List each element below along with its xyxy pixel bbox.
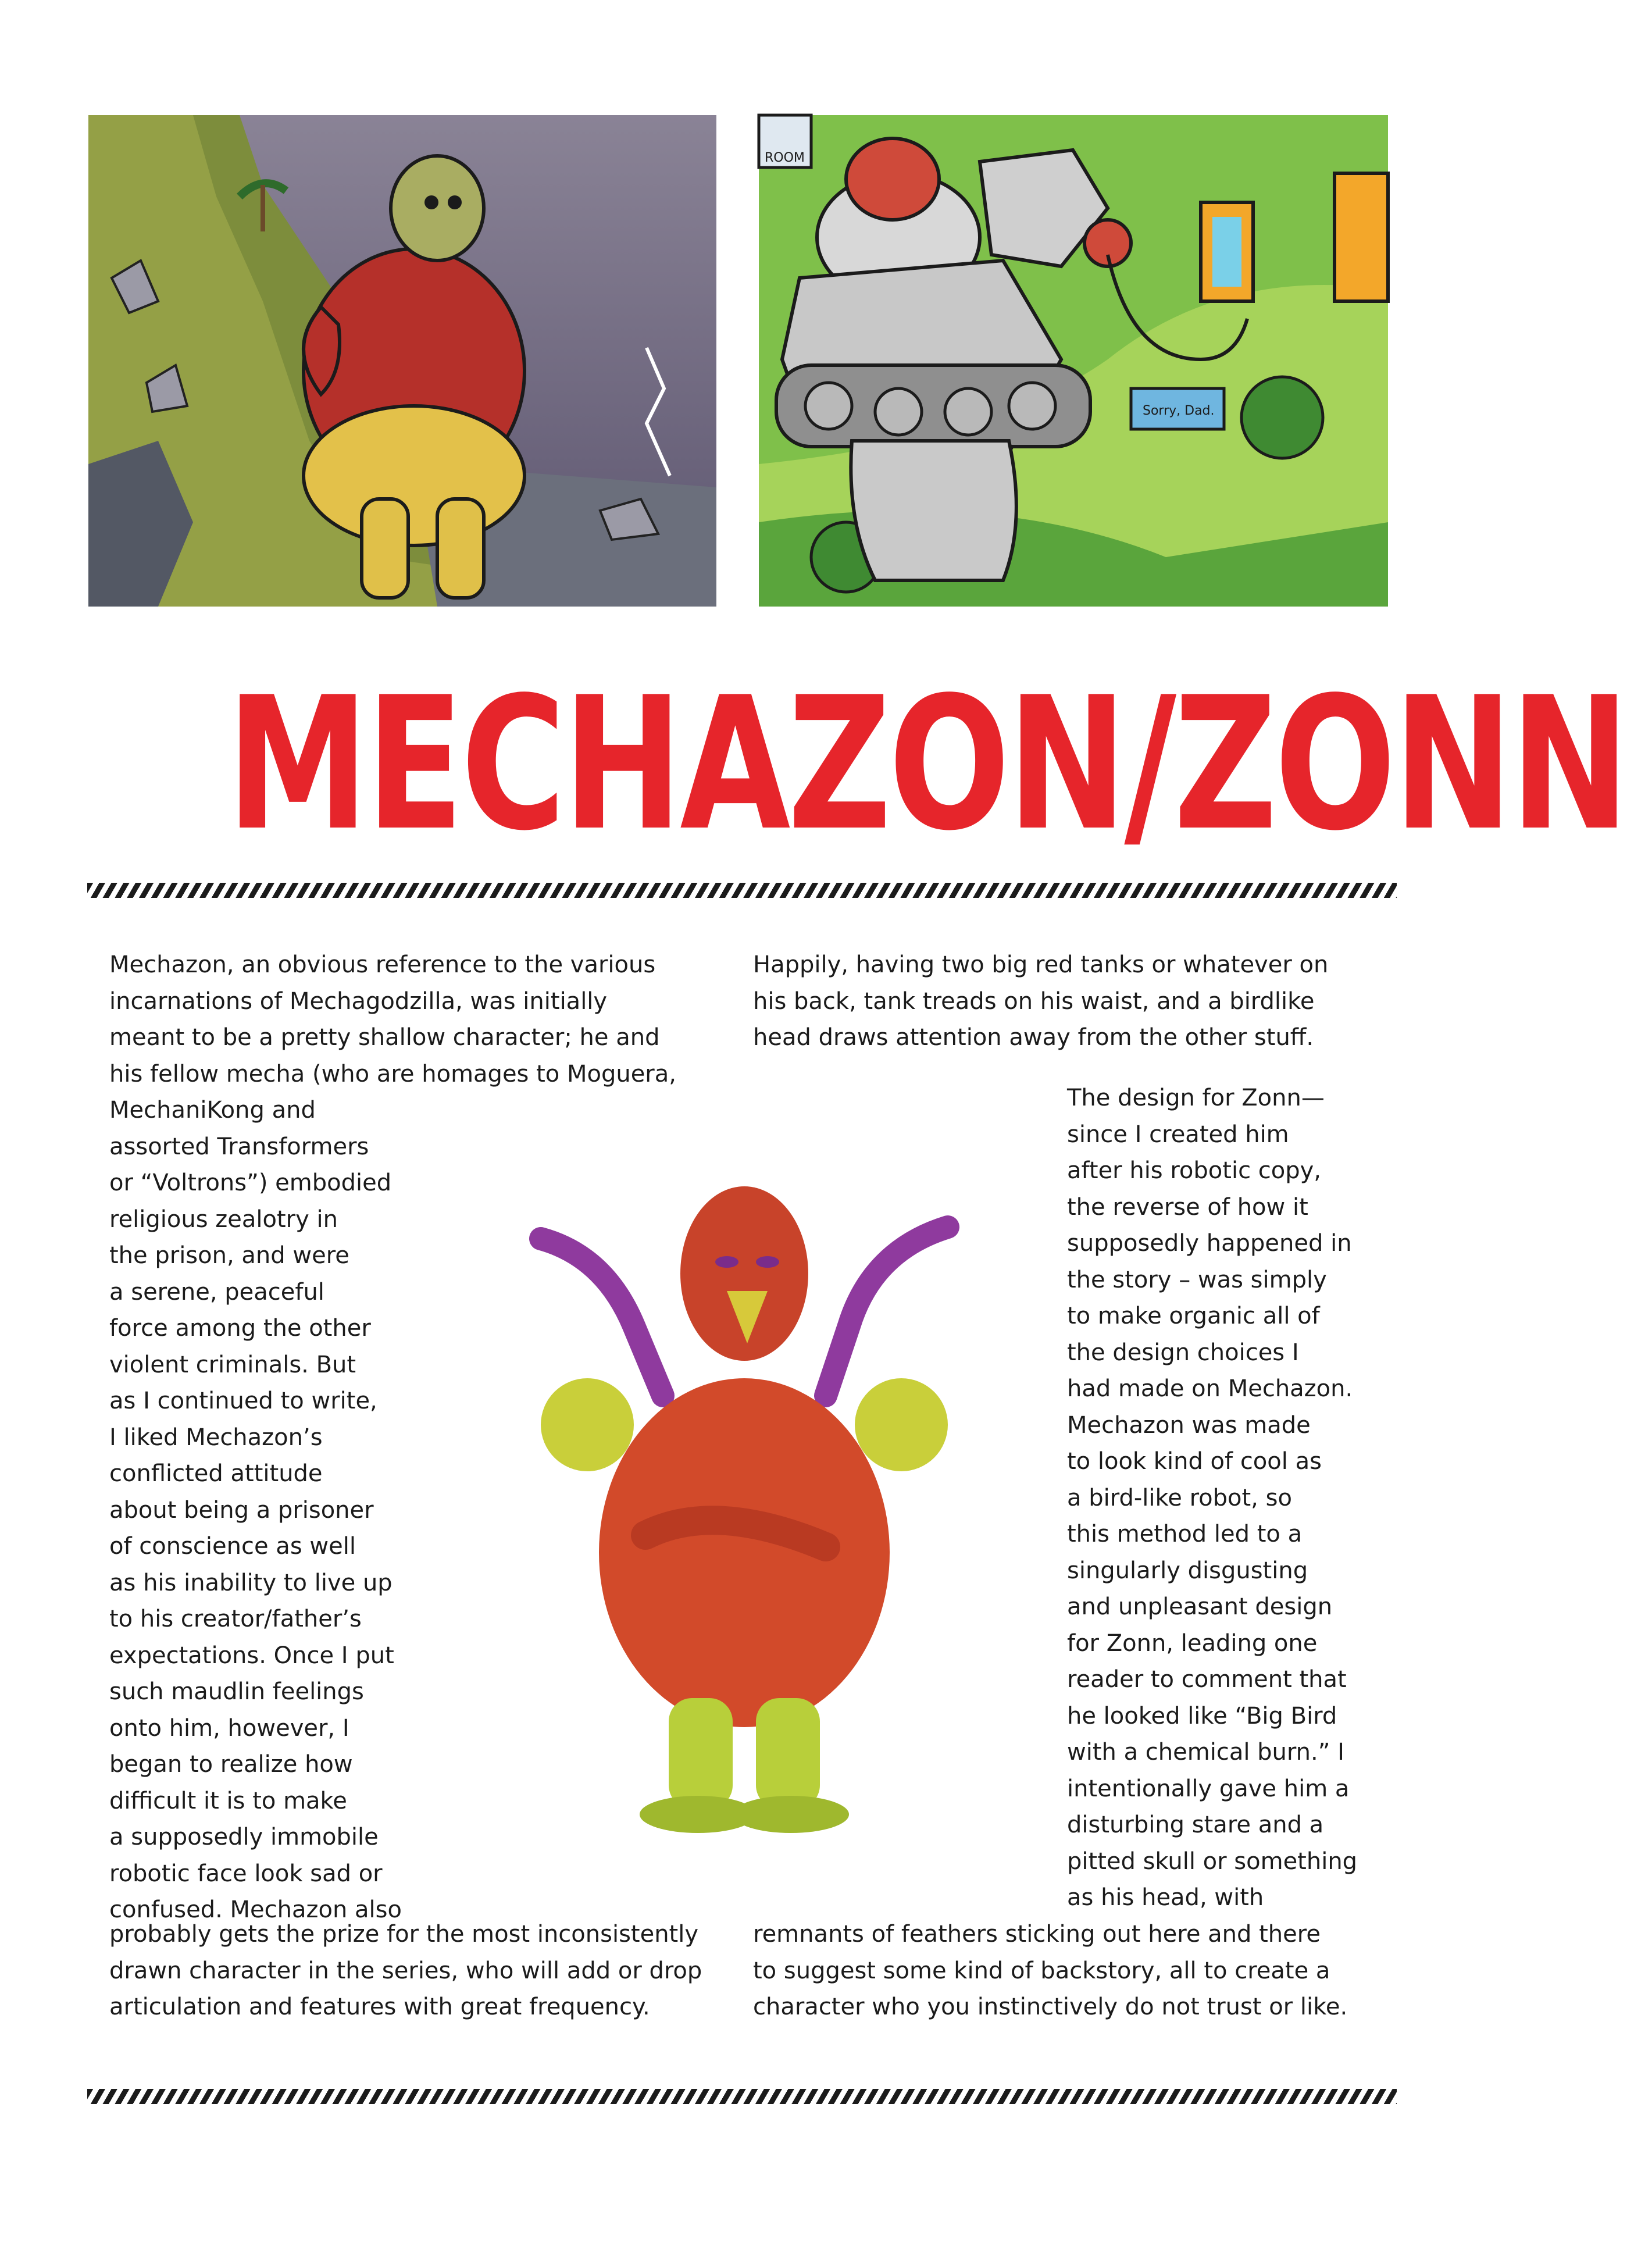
text-line: a serene, peaceful [109, 1278, 324, 1306]
text-line: as his inability to live up [109, 1569, 393, 1596]
right-column-bottom-text [753, 1916, 1347, 2025]
divider-top [87, 883, 1397, 898]
text-line: confused. Mechazon also [109, 1896, 402, 1923]
text-line: Mechazon, an obvious reference to the various [109, 951, 656, 978]
text-line: to suggest some kind of backstory, all to create a [753, 1957, 1330, 1984]
text-line: reader to comment that [1067, 1666, 1347, 1693]
page-title: MECHAZON/ZONN [226, 658, 1627, 871]
text-line: to look kind of cool as [1067, 1448, 1322, 1475]
text-line: incarnations of Mechagodzilla, was initially [109, 987, 608, 1015]
text-line: violent criminals. But [109, 1351, 356, 1378]
text-line: supposedly happened in [1067, 1230, 1352, 1257]
text-line: a supposedly immobile [109, 1824, 379, 1850]
text-line: the prison, and were [109, 1242, 349, 1269]
text-line: The design for Zonn— [1067, 1085, 1325, 1111]
text-line: as I continued to write, [109, 1388, 377, 1414]
text-line: drawn character in the series, who will add or drop [109, 1957, 702, 1984]
text-line: meant to be a pretty shallow character; he and [109, 1024, 660, 1051]
text-line: he looked like “Big Bird [1067, 1702, 1337, 1729]
text-line: religious zealotry in [109, 1206, 338, 1233]
text-line: to make organic all of [1067, 1303, 1320, 1329]
divider-bottom [87, 2089, 1397, 2104]
text-line: began to realize how [109, 1751, 353, 1778]
zonn-illustration [454, 1175, 1035, 1838]
text-line: intentionally gave him a [1067, 1775, 1350, 1802]
door-room-sign: ROOM [765, 151, 805, 165]
illustration-panel-kaiju [88, 115, 716, 607]
text-line: since I created him [1067, 1121, 1289, 1148]
text-line: the reverse of how it [1067, 1193, 1308, 1221]
text-line: probably gets the prize for the most inconsistently [109, 1921, 699, 1948]
text-line: such maudlin feelings [109, 1678, 364, 1705]
text-line: conflicted attitude [109, 1460, 323, 1487]
text-line: his back, tank treads on his waist, and a birdlike [753, 987, 1315, 1015]
text-line: and unpleasant design [1067, 1593, 1333, 1620]
text-line: his fellow mecha (who are homages to Moguera, [109, 1060, 676, 1087]
text-line: the story – was simply [1067, 1266, 1327, 1293]
text-line: as his head, with [1067, 1884, 1264, 1911]
text-line: about being a prisoner [109, 1496, 374, 1524]
mecha-illustration [759, 115, 1388, 607]
text-line: MechaniKong and [109, 1097, 316, 1124]
text-line: had made on Mechazon. [1067, 1375, 1353, 1402]
text-line: robotic face look sad or [109, 1860, 383, 1887]
text-line: with a chemical burn.” I [1067, 1739, 1344, 1766]
right-column-mid-text [1067, 1080, 1357, 1916]
text-line: a bird-like robot, so [1067, 1484, 1292, 1511]
text-line: disturbing stare and a [1067, 1811, 1324, 1838]
text-line: to his creator/father’s [109, 1606, 362, 1632]
text-line: articulation and features with great frequency. [109, 1994, 650, 2020]
text-line: difficult it is to make [109, 1787, 347, 1814]
text-line: force among the other [109, 1315, 371, 1342]
left-column-bottom-text [109, 1916, 702, 2025]
text-line: head draws attention away from the other stuff. [753, 1024, 1314, 1051]
right-column-top-text [753, 947, 1328, 1056]
text-line: assorted Transformers [109, 1133, 369, 1160]
text-line: remnants of feathers sticking out here and there [753, 1921, 1321, 1948]
text-line: I liked Mechazon’s [109, 1424, 323, 1451]
text-line: or “Voltrons”) embodied [109, 1169, 392, 1196]
text-line: pitted skull or something [1067, 1848, 1358, 1875]
text-line: Happily, having two big red tanks or whatever on [753, 951, 1329, 978]
text-line: Mechazon was made [1067, 1411, 1311, 1439]
text-line: of conscience as well [109, 1533, 356, 1560]
text-line: singularly disgusting [1067, 1557, 1308, 1584]
text-line: for Zonn, leading one [1067, 1629, 1318, 1657]
kaiju-illustration [88, 115, 716, 607]
text-line: onto him, however, I [109, 1714, 349, 1742]
text-line: this method led to a [1067, 1521, 1303, 1547]
text-line: character who you instinctively do not trust or like. [753, 1994, 1348, 2020]
illustration-panel-mecha [759, 115, 1388, 607]
text-line: expectations. Once I put [109, 1642, 394, 1669]
zonn-figure [454, 1175, 1035, 1838]
text-line: the design choices I [1067, 1339, 1299, 1366]
sorry-dad-sign-text: Sorry, Dad. [1143, 404, 1215, 418]
text-line: after his robotic copy, [1067, 1157, 1322, 1184]
